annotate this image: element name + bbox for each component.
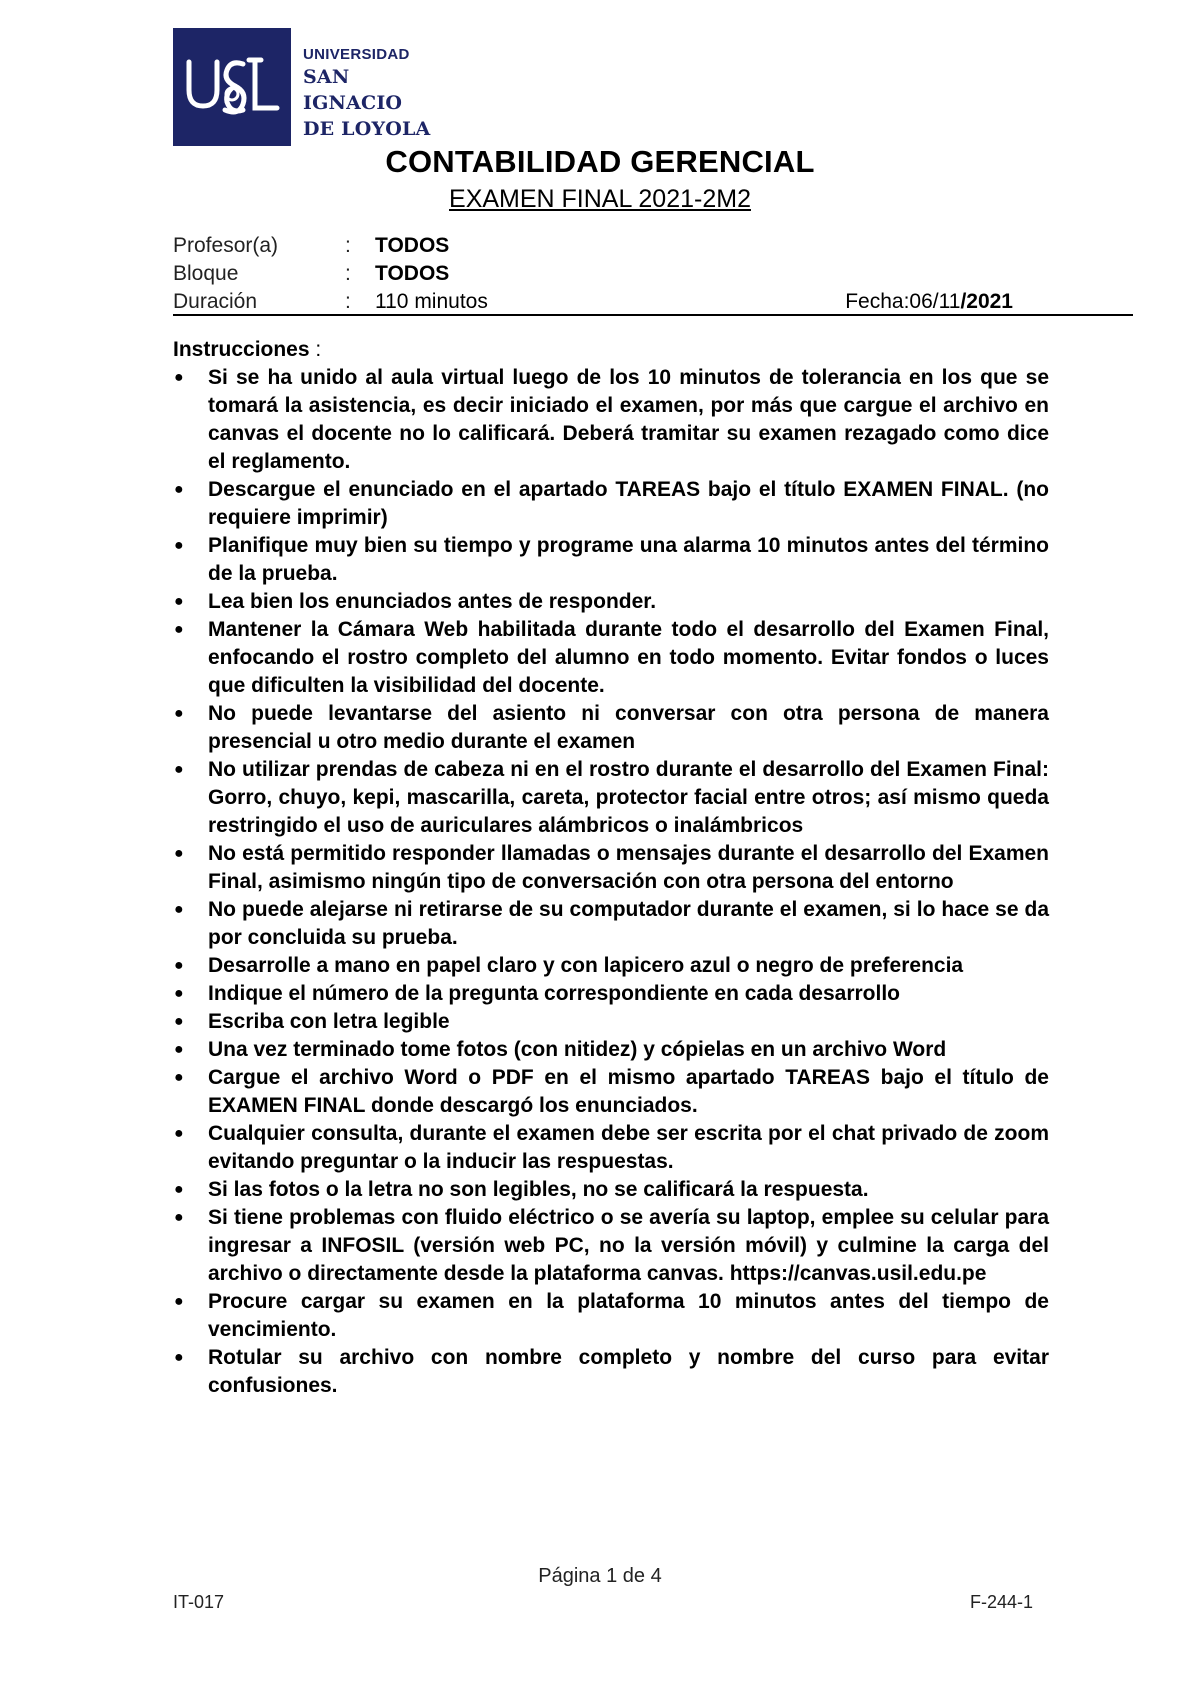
instructions-colon: : [309,338,322,361]
instruction-text: Indique el número de la pregunta correspondiente en cada desarrollo [208,982,900,1005]
list-item [173,756,1049,840]
instruction-text: Si tiene problemas con fluido eléctrico o se avería su laptop, emplee su celular para ingresar a INFOSIL (versión web PC, no la versión móvil) y culmine la carga del archivo o directamente desde la plataforma canvas. https://canvas.usil.edu.pe [208,1206,1049,1285]
usil-monogram-icon [173,28,291,146]
list-item [173,840,1049,896]
logo-line-de-loyola: DE LOYOLA [303,118,431,140]
bloque-value: TODOS [375,262,450,285]
bullet-icon: ● [174,593,184,610]
instructions-list [173,364,1049,1400]
bullet-icon: ● [174,1293,184,1310]
list-item [173,364,1049,476]
list-item [173,980,1049,1008]
profesor-value: TODOS [375,234,450,257]
date-year: /2021 [960,290,1013,313]
list-item [173,588,1049,616]
instructions-section [173,336,1049,1400]
separator: : [345,234,351,257]
bullet-icon: ● [174,901,184,918]
list-item [173,1176,1049,1204]
bullet-icon: ● [174,1181,184,1198]
bullet-icon: ● [174,1209,184,1226]
bullet-icon: ● [174,1125,184,1142]
exam-subtitle: EXAMEN FINAL 2021-2M2 [449,185,751,213]
instruction-text: Planifique muy bien su tiempo y programe una alarma 10 minutos antes del término de la prueba. [208,534,1049,585]
bullet-icon: ● [174,369,184,386]
bullet-icon: ● [174,1349,184,1366]
list-item [173,1064,1049,1120]
list-item [173,1008,1049,1036]
page-number: Página 1 de 4 [538,1565,662,1587]
separator: : [345,262,351,285]
info-row-bloque [173,260,1135,288]
info-row-duracion [173,288,1135,316]
instruction-text: Procure cargar su examen en la plataforma 10 minutos antes del tiempo de vencimiento. [208,1290,1049,1341]
separator: : [345,290,351,313]
bullet-icon: ● [174,537,184,554]
bullet-icon: ● [174,761,184,778]
exam-info [173,232,1135,316]
duracion-value: 110 minutos [375,290,488,313]
footer-code-right: F-244-1 [970,1592,1034,1612]
logo-line-san-ignacio: SAN IGNACIO [303,66,403,114]
instruction-text: Una vez terminado tome fotos (con nitidez) y cópielas en un archivo Word [208,1038,947,1061]
instruction-text: Si las fotos o la letra no son legibles, no se calificará la respuesta. [208,1178,869,1201]
exam-date [845,288,1013,316]
list-item [173,700,1049,756]
instructions-title: Instrucciones [173,338,310,361]
list-item [173,1120,1049,1176]
instruction-text: Descargue el enunciado en el apartado TAREAS bajo el título EXAMEN FINAL. (no requiere imprimir) [208,478,1049,529]
university-name [303,46,445,142]
list-item [173,896,1049,952]
list-item [173,1204,1049,1288]
list-item [173,1288,1049,1344]
list-item [173,476,1049,532]
bullet-icon: ● [174,1041,184,1058]
instruction-text: Cualquier consulta, durante el examen debe ser escrita por el chat privado de zoom evitando preguntar o la inducir las respuestas. [208,1122,1049,1173]
bullet-icon: ● [174,1013,184,1030]
list-item [173,952,1049,980]
instruction-text: No utilizar prendas de cabeza ni en el rostro durante el desarrollo del Examen Final: Gorro, chuyo, kepi, mascarilla, careta, protector facial entre otros; así mismo queda restringido el uso de auriculares alámbricos o inalámbricos [208,758,1049,837]
bullet-icon: ● [174,481,184,498]
bloque-label: Bloque [173,262,239,285]
date-prefix: Fecha:06/11 [845,290,961,313]
instruction-text: Desarrolle a mano en papel claro y con lapicero azul o negro de preferencia [208,954,964,977]
list-item [173,532,1049,588]
instruction-text: Lea bien los enunciados antes de responder. [208,590,657,613]
footer-code-left: IT-017 [173,1592,225,1612]
header-divider [173,314,1133,316]
list-item [173,1036,1049,1064]
instruction-text: Si se ha unido al aula virtual luego de los 10 minutos de tolerancia en los que se tomará la asistencia, es decir iniciado el examen, por más que cargue el archivo en canvas el docente no lo calificará. Deberá tramitar su examen rezagado como dice el reglamento. [208,366,1049,473]
bullet-icon: ● [174,621,184,638]
list-item [173,1344,1049,1400]
bullet-icon: ● [174,985,184,1002]
instruction-text: No está permitido responder llamadas o mensajes durante el desarrollo del Examen Final, asimismo ningún tipo de conversación con otra persona del entorno [208,842,1049,893]
logo-line-universidad: UNIVERSIDAD [303,46,410,63]
instruction-text: Mantener la Cámara Web habilitada durante todo el desarrollo del Examen Final, enfocando el rostro completo del alumno en todo momento. Evitar fondos o luces que dificulten la visibilidad del docente. [208,618,1049,697]
instruction-text: Rotular su archivo con nombre completo y nombre del curso para evitar confusiones. [208,1346,1049,1397]
usil-emblem [173,28,291,146]
duracion-label: Duración [173,290,258,313]
instruction-text: Cargue el archivo Word o PDF en el mismo apartado TAREAS bajo el título de EXAMEN FINAL donde descargó los enunciados. [208,1066,1049,1117]
instructions-heading [173,336,1049,364]
bullet-icon: ● [174,705,184,722]
list-item [173,616,1049,700]
bullet-icon: ● [174,1069,184,1086]
profesor-label: Profesor(a) [173,234,279,257]
instruction-text: No puede alejarse ni retirarse de su computador durante el examen, si lo hace se da por concluida su prueba. [208,898,1049,949]
info-row-profesor [173,232,1135,260]
bullet-icon: ● [174,845,184,862]
university-logo [173,28,445,146]
instruction-text: No puede levantarse del asiento ni conversar con otra persona de manera presencial u otro medio durante el examen [208,702,1049,753]
course-title: CONTABILIDAD GERENCIAL [385,144,815,179]
instruction-text: Escriba con letra legible [208,1010,450,1033]
bullet-icon: ● [174,957,184,974]
